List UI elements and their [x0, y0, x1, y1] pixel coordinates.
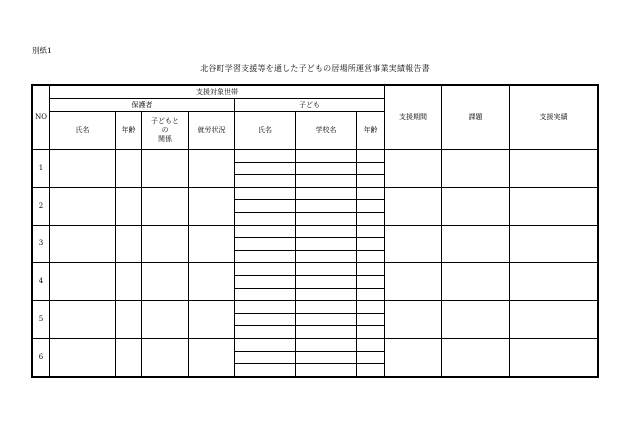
- child-name-cell[interactable]: [235, 313, 296, 326]
- child-age-cell[interactable]: [357, 150, 385, 163]
- results-header: 支援実績: [510, 86, 598, 150]
- school-cell[interactable]: [296, 238, 357, 251]
- table-row: [33, 263, 598, 276]
- school-cell[interactable]: [296, 212, 357, 225]
- child-age-cell[interactable]: [357, 200, 385, 213]
- child-name-cell[interactable]: [235, 364, 296, 377]
- period-cell[interactable]: [385, 301, 442, 339]
- child-name-cell[interactable]: [235, 263, 296, 276]
- row-number: 1: [33, 150, 50, 188]
- school-cell[interactable]: [296, 187, 357, 200]
- relation-line: の: [161, 126, 169, 134]
- results-cell[interactable]: [510, 301, 598, 339]
- table-row: [33, 187, 598, 200]
- results-cell[interactable]: [510, 338, 598, 376]
- child-name-cell[interactable]: [235, 175, 296, 188]
- guardian-name-header: 氏名: [50, 112, 116, 150]
- child-age-cell[interactable]: [357, 364, 385, 377]
- child-name-cell[interactable]: [235, 275, 296, 288]
- row-number: 4: [33, 263, 50, 301]
- results-cell[interactable]: [510, 150, 598, 188]
- child-age-cell[interactable]: [357, 326, 385, 339]
- relation-cell[interactable]: [142, 301, 189, 339]
- school-cell[interactable]: [296, 250, 357, 263]
- employment-cell[interactable]: [189, 301, 235, 339]
- relation-cell[interactable]: [142, 150, 189, 188]
- period-cell[interactable]: [385, 150, 442, 188]
- school-cell[interactable]: [296, 288, 357, 301]
- child-name-cell[interactable]: [235, 200, 296, 213]
- issue-cell[interactable]: [442, 301, 510, 339]
- employment-cell[interactable]: [189, 187, 235, 225]
- school-cell[interactable]: [296, 225, 357, 238]
- child-name-cell[interactable]: [235, 187, 296, 200]
- child-age-cell[interactable]: [357, 225, 385, 238]
- school-cell[interactable]: [296, 326, 357, 339]
- row-number: 6: [33, 338, 50, 376]
- relation-cell[interactable]: [142, 338, 189, 376]
- child-name-cell[interactable]: [235, 225, 296, 238]
- guardian-age-header: 年齢: [116, 112, 142, 150]
- relation-cell[interactable]: [142, 225, 189, 263]
- report-table: [32, 85, 598, 377]
- employment-cell[interactable]: [189, 338, 235, 376]
- issue-cell[interactable]: [442, 187, 510, 225]
- results-cell[interactable]: [510, 187, 598, 225]
- child-age-cell[interactable]: [357, 238, 385, 251]
- guardian-header: 保護者: [50, 99, 235, 112]
- child-age-cell[interactable]: [357, 275, 385, 288]
- results-cell[interactable]: [510, 263, 598, 301]
- results-cell[interactable]: [510, 225, 598, 263]
- child-age-cell[interactable]: [357, 351, 385, 364]
- period-header: 支援期間: [385, 86, 442, 150]
- child-age-cell[interactable]: [357, 263, 385, 276]
- guardian-age-cell[interactable]: [116, 150, 142, 188]
- document-title: 北谷町学習支援等を通した子どもの居場所運営事業実績報告書: [200, 64, 430, 73]
- school-cell[interactable]: [296, 313, 357, 326]
- issue-cell[interactable]: [442, 150, 510, 188]
- child-name-cell[interactable]: [235, 250, 296, 263]
- attachment-label: 別紙1: [32, 46, 52, 55]
- child-name-cell[interactable]: [235, 238, 296, 251]
- target-household-header: 支援対象世帯: [50, 86, 385, 99]
- table-row: [33, 225, 598, 238]
- employment-cell[interactable]: [189, 263, 235, 301]
- employment-cell[interactable]: [189, 150, 235, 188]
- guardian-age-cell[interactable]: [116, 225, 142, 263]
- child-age-cell[interactable]: [357, 301, 385, 314]
- guardian-age-cell[interactable]: [116, 263, 142, 301]
- employment-header: 就労状況: [189, 112, 235, 150]
- guardian-age-cell[interactable]: [116, 338, 142, 376]
- child-name-cell[interactable]: [235, 150, 296, 163]
- school-header: 学校名: [296, 112, 357, 150]
- relation-line: 子どもと: [151, 117, 179, 125]
- child-header: 子ども: [235, 99, 385, 112]
- child-age-cell[interactable]: [357, 175, 385, 188]
- child-age-cell[interactable]: [357, 338, 385, 351]
- no-header: NO: [33, 86, 50, 150]
- child-name-cell[interactable]: [235, 288, 296, 301]
- school-cell[interactable]: [296, 338, 357, 351]
- row-number: 3: [33, 225, 50, 263]
- school-cell[interactable]: [296, 275, 357, 288]
- child-age-cell[interactable]: [357, 313, 385, 326]
- table-row: [33, 150, 598, 163]
- relation-line: 関係: [158, 135, 172, 143]
- school-cell[interactable]: [296, 175, 357, 188]
- child-age-header: 年齢: [357, 112, 385, 150]
- school-cell[interactable]: [296, 150, 357, 163]
- row-number: 5: [33, 301, 50, 339]
- school-cell[interactable]: [296, 351, 357, 364]
- period-cell[interactable]: [385, 263, 442, 301]
- guardian-name-cell[interactable]: [50, 301, 116, 339]
- child-age-cell[interactable]: [357, 212, 385, 225]
- row-number: 2: [33, 187, 50, 225]
- school-cell[interactable]: [296, 301, 357, 314]
- table-row: [33, 301, 598, 314]
- guardian-age-cell[interactable]: [116, 301, 142, 339]
- guardian-age-cell[interactable]: [116, 187, 142, 225]
- guardian-name-cell[interactable]: [50, 225, 116, 263]
- period-cell[interactable]: [385, 338, 442, 376]
- child-name-cell[interactable]: [235, 162, 296, 175]
- child-name-cell[interactable]: [235, 301, 296, 314]
- guardian-name-cell[interactable]: [50, 187, 116, 225]
- child-age-cell[interactable]: [357, 250, 385, 263]
- school-cell[interactable]: [296, 162, 357, 175]
- child-name-cell[interactable]: [235, 212, 296, 225]
- school-cell[interactable]: [296, 263, 357, 276]
- guardian-name-cell[interactable]: [50, 338, 116, 376]
- relation-cell[interactable]: [142, 187, 189, 225]
- issue-cell[interactable]: [442, 263, 510, 301]
- period-cell[interactable]: [385, 225, 442, 263]
- guardian-name-cell[interactable]: [50, 263, 116, 301]
- child-name-header: 氏名: [235, 112, 296, 150]
- guardian-name-cell[interactable]: [50, 150, 116, 188]
- child-age-cell[interactable]: [357, 288, 385, 301]
- relation-header: [142, 112, 189, 150]
- issue-cell[interactable]: [442, 338, 510, 376]
- table-row: [33, 338, 598, 351]
- issue-header: 課題: [442, 86, 510, 150]
- school-cell[interactable]: [296, 364, 357, 377]
- child-name-cell[interactable]: [235, 326, 296, 339]
- issue-cell[interactable]: [442, 225, 510, 263]
- period-cell[interactable]: [385, 187, 442, 225]
- employment-cell[interactable]: [189, 225, 235, 263]
- child-name-cell[interactable]: [235, 338, 296, 351]
- relation-cell[interactable]: [142, 263, 189, 301]
- child-age-cell[interactable]: [357, 187, 385, 200]
- child-name-cell[interactable]: [235, 351, 296, 364]
- child-age-cell[interactable]: [357, 162, 385, 175]
- school-cell[interactable]: [296, 200, 357, 213]
